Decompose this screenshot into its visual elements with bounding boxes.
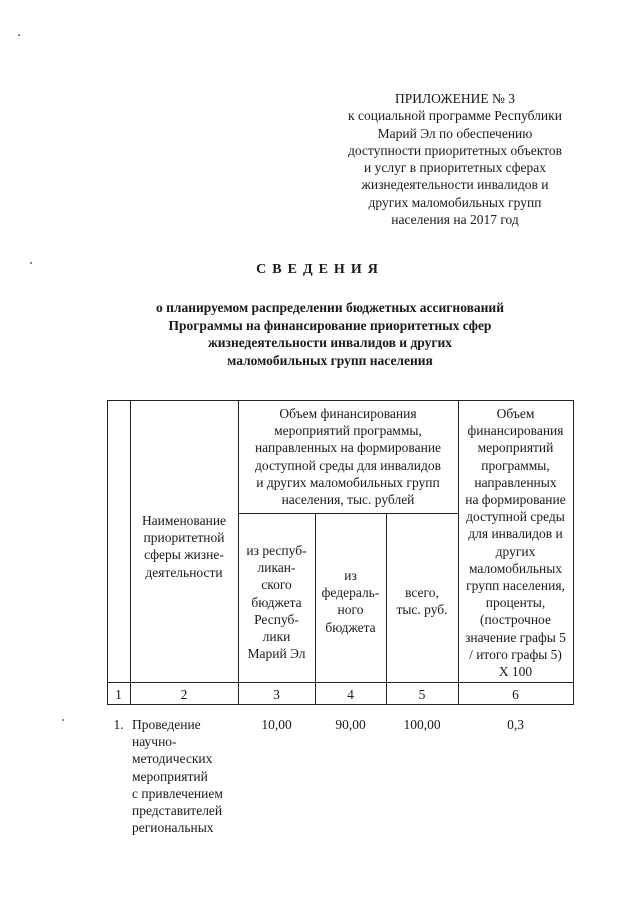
header-percent-line: проценты, xyxy=(485,595,546,611)
row-name-line: методических xyxy=(132,751,213,767)
header-volume-line: Объем финансирования xyxy=(279,406,417,421)
row-federal-value: 90,00 xyxy=(335,717,366,732)
scan-speck xyxy=(62,719,64,721)
appendix-title: ПРИЛОЖЕНИЕ № 3 xyxy=(394,91,516,106)
row-name xyxy=(132,716,240,836)
subheading-line: жизнедеятельности инвалидов и других xyxy=(207,335,453,350)
header-name-line: сферы жизне- xyxy=(144,547,224,563)
header-percent xyxy=(458,405,573,680)
header-name-line: деятельности xyxy=(145,564,223,580)
header-federal-line: федераль- xyxy=(321,585,380,601)
header-republic-line: бюджета xyxy=(251,594,302,610)
subheading-line: Программы на финансирование приоритетных сфер xyxy=(168,317,492,333)
subheading-line: о планируемом распределении бюджетных ассигнований xyxy=(156,300,504,315)
column-number: 6 xyxy=(512,687,519,702)
header-name xyxy=(130,512,238,581)
header-volume xyxy=(238,405,458,508)
row-republic-value: 10,00 xyxy=(261,717,292,732)
header-volume-line: направленных на формирование xyxy=(254,440,442,456)
column-number: 5 xyxy=(418,687,426,702)
header-percent-line: программы, xyxy=(481,457,550,473)
header-republic xyxy=(238,542,315,662)
header-volume-line: мероприятий программы, xyxy=(274,423,422,439)
header-volume-line: и других маломобильных групп xyxy=(256,474,440,490)
header-name-line: приоритетной xyxy=(143,530,225,546)
header-republic-line: ского xyxy=(261,577,292,593)
appendix-line: других маломобильных групп xyxy=(368,194,542,210)
header-percent-line: Х 100 xyxy=(498,664,533,680)
header-percent-line: других xyxy=(495,543,536,559)
header-republic-line: ликан- xyxy=(257,560,296,576)
row-name-line: Проведение xyxy=(132,717,201,732)
row-name-line: научно- xyxy=(132,734,177,750)
row-name-line: мероприятий xyxy=(132,768,208,784)
table-left-border xyxy=(107,400,108,705)
header-percent-line: Объем xyxy=(496,406,535,421)
table-subheader-line xyxy=(238,513,458,514)
header-federal-line: бюджета xyxy=(325,619,376,635)
appendix-line: к социальной программе Республики xyxy=(348,108,562,124)
header-federal-line: ного xyxy=(337,602,364,618)
header-percent-line: доступной среды xyxy=(466,509,565,525)
header-percent-line: финансирования xyxy=(467,423,564,439)
table-right-border xyxy=(573,400,574,705)
header-percent-line: / итого графы 5) xyxy=(469,646,562,662)
row-name-line: региональных xyxy=(132,820,214,836)
column-number: 1 xyxy=(115,687,122,702)
appendix-line: жизнедеятельности инвалидов и xyxy=(361,177,549,193)
header-percent-line: маломобильных xyxy=(468,560,563,576)
header-percent-line: для инвалидов и xyxy=(468,526,563,542)
header-federal-line: из xyxy=(344,568,357,583)
column-number: 2 xyxy=(180,687,188,702)
appendix-line: и услуг в приоритетных сферах xyxy=(363,160,546,176)
header-volume-line: населения, тыс. рублей xyxy=(281,492,415,508)
header-percent-line: на формирование xyxy=(465,492,566,508)
document-subheading xyxy=(100,299,560,369)
appendix-block xyxy=(330,90,580,228)
scan-speck xyxy=(18,34,20,36)
header-percent-line: групп населения, xyxy=(466,578,565,594)
row-percent-value: 0,3 xyxy=(507,717,524,732)
header-volume-line: доступной среды для инвалидов xyxy=(255,457,441,473)
column-number: 4 xyxy=(347,687,354,702)
table-header-bottom-line xyxy=(107,682,573,683)
header-total-line: тыс. руб. xyxy=(396,602,448,618)
header-federal xyxy=(315,567,386,636)
header-percent-line: значение графы 5 xyxy=(465,629,566,645)
appendix-line: населения на 2017 год xyxy=(391,212,519,228)
row-name-line: с привлечением xyxy=(132,785,223,801)
row-number: 1. xyxy=(113,717,124,732)
column-number: 3 xyxy=(273,687,280,702)
row-total-value: 100,00 xyxy=(403,717,441,732)
header-republic-line: лики xyxy=(262,629,291,645)
appendix-line: Марий Эл по обеспечению xyxy=(377,125,533,141)
header-percent-line: направленных xyxy=(474,474,557,490)
header-total-line: всего, xyxy=(405,585,439,600)
appendix-line: доступности приоритетных объектов xyxy=(347,142,563,158)
subheading-line: маломобильных групп населения xyxy=(227,352,433,368)
header-percent-line: (построчное xyxy=(480,612,551,628)
header-total xyxy=(386,584,458,618)
header-republic-line: Респуб- xyxy=(254,611,299,627)
row-name-line: представителей xyxy=(132,803,223,819)
header-republic-line: Марий Эл xyxy=(247,646,306,662)
header-republic-line: из респуб- xyxy=(246,543,307,558)
table-column-number-line xyxy=(107,704,573,705)
header-percent-line: мероприятий xyxy=(477,440,554,456)
header-name-line: Наименование xyxy=(141,513,227,528)
table-top-border xyxy=(107,400,573,401)
scan-speck xyxy=(30,262,32,264)
document-heading: СВЕДЕНИЯ xyxy=(256,262,384,277)
